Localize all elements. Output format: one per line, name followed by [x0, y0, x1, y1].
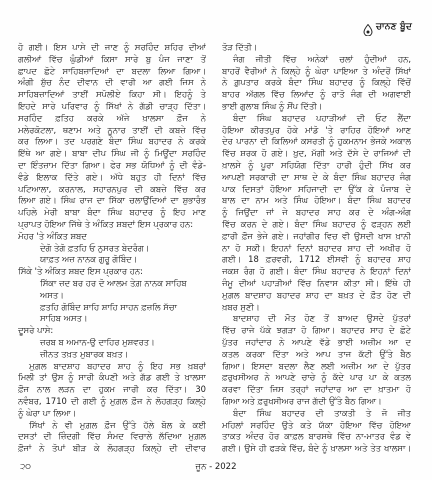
text-line: ਮਿਲੀ ਤਾਂ ਉਸ ਨੂੰ ਸਾਰੀ ਕੰਪਣੀ ਅਤੇ ਗੱਡ ਗਈ ਤੇ ਖ਼ਾਲਸਾ: [18, 372, 206, 383]
text-line: ਬਾਹਰੋਂ ਵੈਰੀਆਂ ਨੇ ਕਿਲ੍ਹੇ ਨੂੰ ਘੇਰਾ ਪਾਇਆ ਤੇ ਅੰਦਰੋਂ ਸਿੱਖਾਂ: [222, 65, 411, 76]
text-line: ਬੰਦਾ ਸਿੰਘ ਬਹਾਦਰ ਪਹਾੜੀਆਂ ਦੀ ਓਟ ਲੈਂਦਾ: [233, 112, 411, 123]
text-line: ਗਲੀਆਂ ਵਿੱਚ ਘੁੰਡੀਆਂ ਕਿਸਾ ਸਾਰੇ ਬੁ ਪੰਜ ਜਾਣਾ ਤੋਂ: [18, 53, 206, 64]
text-line: ਕਤਲ ਕਰਕਾ ਦਿੱਤਾ ਅਤੇ ਆਪ ਤਾਜ ਕੱਟੀ ਉੱਤੇ ਬੈਠ: [222, 348, 411, 359]
paragraph-block: [222, 408, 411, 455]
continuation-block: [18, 42, 206, 231]
text-line: ਗਿਆ। ਇਸਦਾ ਬਦਲਾ ਲੈਣ ਲਈ ਅਜ਼ੀਮ ਆ ਦੇ ਪੁੱਤਰ: [222, 360, 411, 371]
text-line: ਭਾਈ ਗੁਲਾਬ ਸਿੰਘ ਨੂੰ ਸੌਂਪ ਦਿੱਤੀ।: [222, 100, 323, 111]
text-line: ਪਟਿਆਲਾ, ਕਰਨਾਲ, ਸਹਾਰਨਪੁਰ ਦੀ ਕਬਜ਼ੇ ਵਿੱਚ ਕਰ: [18, 183, 206, 194]
text-line: ਬਾਲ ਦਾ ਨਾਮ ਅਤੇ ਸਿੰਘ ਹੋਇਆ। ਬੰਦਾ ਸਿੰਘ ਬਹਾਦਰ: [222, 195, 411, 206]
text-line: ਦੂਸਰੇ ਪਾਸੇ:: [18, 325, 54, 336]
text-line: ਨੂੰ ਘੇਰਾ ਪਾ ਲਿਆ।: [18, 407, 77, 418]
text-line: ਫ਼ਾਰੀ ਫ਼ੌਜ ਭੇਜੇ ਗਏ। ਜਹਾਂਗੀਰ ਵਿਚ ਵੀ ਉਸਦੀ ਖਾਸ ਖ਼ਾਨੀ: [222, 230, 411, 241]
label-block: [18, 231, 206, 243]
text-line: ਯਾਫ਼ਤ ਅਜ਼ ਨਾਨਕ ਗੁਰੂ ਗੋਬਿੰਦ।: [40, 254, 138, 265]
text-line: ਅੰਗੀ ਸ਼ੁੱਚ ਨੰਦ ਦੀਵਾਨ ਦੀ ਵਾਰੀ ਆ ਗਈ ਜਿਸ ਨੇ: [18, 77, 206, 88]
text-line: ਕਰਵਾ ਦਿੱਤਾ ਜਿਸ ਤਰ੍ਹਾਂ ਜਹਾਂਦਾਰ ਆ ਦਾ ਖ਼ਾਤਮਾ ਹੋ: [222, 384, 411, 395]
text-line: ਵਿੱਚ ਸ਼ਰਕ ਹੋ ਗਏ। ਖ਼ੁਦ, ਮੱਗੀ ਅਤੇ ਦੱਸੇ ਦੇ ਰਾਜਿਆਂ ਦੀ: [222, 148, 411, 159]
verse-block: [18, 243, 206, 267]
text-line: ਤਾਕਤ ਅੰਦਰ ਹੋਰ ਕਾਫ਼ਲ ਬਾਰਸਥੇ ਵਿੱਚ ਨਾ-ਮਾਤਰ ਵੰਡ ਵੇ: [222, 431, 411, 442]
text-line: ਜੰਮੂ ਦੀਆਂ ਪਹਾੜੀਆਂ ਵਿੱਚ ਨਿਵਾਸ ਕੀਤਾ ਸੀ। ਇੱਥੇ ਹੀ: [222, 277, 411, 288]
paragraph-block: [222, 113, 411, 314]
text-line: ਨਵੰਬਰ, 1710 ਦੀ ਗਈ ਨੂੰ ਮੁਗ਼ਲ ਫ਼ੌਜ ਨੇ ਲੋਹਗੜ੍ਹ ਕਿਲ੍ਹੇ: [18, 395, 206, 406]
text-line: ਬਾਦਸ਼ਾਹ ਦੀ ਮੌਤ ਹੋਣ ਤੋਂ ਬਾਅਦ ਉਸਦੇ ਪੁੱਤਰਾਂ: [233, 313, 411, 324]
text-line: ਦੇਰ ਪਾਰਨਾ ਦੀ ਕਿਲਿਆਂ ਕਸਰਤੀ ਨੂੰ ਹੁਕਮਨਾਮ ਭੇਜਕੇ ਅਕਾਲ: [222, 136, 411, 147]
text-line: ਬੰਦਾ ਸਿੰਘ ਬਹਾਦਰ ਦੀ ਤਾਕਤੀ ਤੇ ਜੋ ਜੀਤ: [233, 407, 411, 418]
paragraph-block: [18, 420, 206, 455]
text-line: ਮਹਿਲਾਂ ਸਰਹਿੰਦ ਉਤੇ ਕਤੇ ਯੱਕਾ ਹੋਇਆ ਵਿੱਚ ਹੋਇਆ: [222, 419, 411, 430]
text-line: ਸਿੱਖਾਂ ਨੇ ਵੀ ਮੁਗ਼ਲ ਫ਼ੌਜ ਉੱਤੇ ਹੱਲੇ ਬੋਲ ਕੇ ਕਈ: [29, 419, 206, 430]
page-footer: [0, 461, 432, 473]
section-title: ਚਾਨਣ ਬੂੰਦ: [375, 22, 412, 32]
text-line: ਸਰਹਿੰਦ ਫ਼ਤਿਹ ਕਰਕੇ ਅੱਜੇ ਖ਼ਾਲਸਾ ਫ਼ੌਜ ਨੇ: [18, 112, 206, 123]
text-line: ਫ਼ਰੁਖਸੀਅਰ ਨੇ ਆਪਣੇ ਚਾਚੇ ਨੂੰ ਕੱਦੇ ਪਾਰ ਪਾ ਕੇ ਕਤਲ: [222, 372, 411, 383]
paragraph-block: [222, 313, 411, 407]
text-line: ਜ਼ੀਨਤ ਤਖ਼ਤ ਮੁਬਾਰਕ ਬਖ਼ਤ।: [40, 348, 129, 359]
page-number: ੨੦: [20, 462, 31, 472]
text-line: ਪੁੱਤਰ ਜਹਾਂਦਾਰ ਨੇ ਆਪਣੇ ਵੱਡੇ ਭਾਈ ਅਜ਼ੀਮ ਆ ਦ: [222, 336, 411, 347]
text-line: ਗਈ। 18 ਫ਼ਰਵਰੀ, 1712 ਈਸਵੀ ਨੂੰ ਬਹਾਦਰ ਸ਼ਾਹ: [222, 254, 411, 265]
text-line: ਹੋ ਗਈ। ਇਸ ਪਾਸੇ ਦੀ ਜਾਣ ਨੂੰ ਸਰਹਿੰਦ ਸ਼ਹਿਰ ਦੀਆਂ: [18, 42, 206, 52]
text-line: ਆਪਣੀ ਸਰਕਾਰੀ ਦਾ ਸਾਥ ਦੇ ਕੇ ਬੰਦਾ ਸਿੰਘ ਬਹਾਦਰ ਜੰਗ: [222, 171, 411, 182]
text-line: ਜਕਸ਼ ਰੰਗ ਹੋ ਗਈ। ਬੰਦਾ ਸਿੰਘ ਬਹਾਦਰ ਨੇ ਇਹਨਾਂ ਦਿਨਾਂ: [222, 266, 411, 277]
text-line: ਤੋੜ ਦਿੱਤੀ।: [222, 42, 258, 52]
right-column: [222, 42, 411, 455]
text-line: ਦਾ ਇੰਤਜ਼ਾਮ ਦਿੱਤਾ ਗਿਆ। ਫੇਰ ਸਭ ਯੋਧਿਆਂ ਨੂੰ ਦੀ ਵੰਡੇ-: [18, 159, 206, 170]
text-line: ਖ਼ਾਲਸੇ ਨੂੰ ਪੂਰਾ ਸਹਿਯੋਗ ਦਿੱਤਾ ਹਾਰੀ ਹੁੰਦੀ ਸਿੱਖ ਕਰ: [222, 159, 411, 170]
issue-date: ਜੂਨ - 2022: [195, 462, 237, 472]
text-line: ਵਿੱਚ ਰਾਜੇ ਪੱਕੇ ਝਗੜਾ ਹੋ ਗਿਆ। ਬਹਾਦਰ ਸਾਹ ਦੇ ਛੋਟੇ: [222, 325, 411, 336]
running-header: [363, 20, 412, 34]
text-line: ਦਸਤਾਂ ਦੀ ਜ਼ਿੰਦਗੀ ਵਿੱਚ ਸੰਮਦ ਵਿਚਾਲੇ ਲੱਦਿਆ ਮੁਗ਼ਲ: [18, 431, 206, 442]
text-line: ਪਹਿਲੇ ਮੇਰੀ ਬਾਬਾ ਬੰਦਾ ਸਿੰਘ ਬਹਾਦਰ ਨੂੰ ਇਹ ਮਾਣ: [18, 207, 206, 218]
left-column: [18, 42, 206, 455]
text-line: ਨੂੰ ਜਿਉਂਦਾ ਜਾਂ ਜੇ ਬਹਾਦਰ ਸਾਹ ਕਰ ਦੇ ਅੰਗ-ਅੰਗ: [222, 207, 411, 218]
text-line: ਹੋਇਆ ਕੀਰਤਪੁਰ ਹੋਕੇ ਮਾਂਡੋ 'ਤੇ ਰਾਹਿਰ ਹੋਇਆਂ ਆਣ: [222, 124, 411, 135]
text-line: ਸਿੱਕਾ ਜ਼ਦ ਬਰ ਹਰ ਦੋ ਆਲਮ ਤੇਗ਼ ਨਾਨਕ ਸਾਹਿਬ: [40, 277, 187, 288]
text-line: ਲਿਆ ਗਏ। ਸਿੰਘ ਰਾਜ ਦਾ ਸਿੱਕਾ ਚਲਾਉਂਦਿਆਂ ਦਾ ਸ਼ੁਭਾਰੰਭ: [18, 195, 206, 206]
text-line: ਫ਼ਤਹਿ ਗੋਬਿੰਦ ਸ਼ਾਹਿ ਸ਼ਾਹਿ ਸਾਹਨ ਫ਼ਜ਼ਲਿ ਸੱਚਾ: [40, 301, 177, 312]
paragraph-block: [18, 361, 206, 420]
text-line: ਇਹਦੇ ਸਾਰੇ ਪਰਿਵਾਰ ਨੂੰ ਸਿੱਖਾਂ ਨੇ ਗੱਡੀ ਚਾੜ੍ਹ ਦਿੱਤਾ।: [18, 100, 206, 111]
text-line: ਨੇ ਗ਼ੁਪਤਾਰ ਕਰਕੇ ਬੰਦਾ ਸਿੰਘ ਬਹਾਦਰ ਨੂੰ ਕਿਲ੍ਹੇ ਵਿੱਚੋਂ: [222, 77, 411, 88]
text-line: ਨਾ ਹੋ ਸਕੀ। ਇਹਨਾਂ ਦਿਨਾਂ ਬਹਾਦਰ ਸ਼ਾਹ ਦੀ ਅਖੀਰ ਹੋ: [222, 242, 411, 253]
text-line: ਮੋਹਰ 'ਤੇ ਅੰਕਿਤ ਸ਼ਬਦ: [18, 230, 87, 241]
text-line: ਮੁਗ਼ਲ ਬਾਦਸ਼ਾਹ ਬਹਾਦਰ ਸ਼ਾਹ ਦਾ ਬਖ਼ਤ ਦੇ ਫ਼ੌਤ ਹੋਣ ਦੀ: [222, 289, 411, 300]
text-line: ਫ਼ੌਜ ਨਾਲ ਲੜਨ ਦਾ ਹੁਕਮ ਜਾਰੀ ਕਰ ਦਿੱਤਾ। 30: [18, 384, 206, 395]
text-line: ਮੁਗ਼ਲ ਬਾਦਸ਼ਾਹ ਬਹਾਦਰ ਸ਼ਾਹ ਨੂੰ ਇਹ ਸਭ ਖ਼ਬਰਾਂ: [29, 360, 206, 371]
label-block: [18, 266, 206, 278]
text-line: ਕਰ ਲਿਆ। ਤਦ ਪਰਗਣੇ ਬੰਦਾ ਸਿੰਘ ਬਹਾਦਰ ਨੇ ਕਰਕੇ: [18, 136, 206, 147]
text-line: ਪਾਕ ਦਿਸਤਾਂ ਹੋਇਆ ਸਹਿਜਾਦੀ ਦਾ ਉੱਕ ਕੇ ਪੰਜਾਬ ਦੇ: [222, 183, 411, 194]
text-line: ਪ੍ਰਾਪਤ ਹੋਇਆ ਜਿੱਥੇ ਤੇ ਅੰਕਿਤ ਸ਼ਬਦਾਂ ਇਸ ਪ੍ਰਕਾਰ ਹਨ:: [18, 218, 194, 229]
text-line: ਵਿੱਚ ਕਰਨ ਦੇ ਗਏ। ਬੰਦਾ ਸਿੰਘ ਬਹਾਦਰ ਨੂੰ ਫੜ੍ਹਨ ਲਈ: [222, 218, 411, 229]
text-line: ਮਲੇਰਕੋਟਲਾ, ਥਣਾਮ ਅਤੇ ਨੂਨਾਰ ਤਾਈਂ ਦੀ ਕਬਜ਼ੇ ਵਿੱਚ: [18, 124, 206, 135]
text-line: ਗਈ। ਉਸੇ ਹੀ ਫੜਕੇ ਵਿੱਚ, ਬੰਦੇ ਨੂੰ ਖ਼ਾਲਸਾ ਅਤੇ ਤੇਤ ਖਾਲਸਾ।: [222, 443, 411, 454]
text-line: ਜ਼ਰਬ ਬ ਅਮਾਨ-ਉ ਦਾਹਿਰ ਮੁਸ਼ਵਰਤ।: [40, 336, 155, 347]
text-line: ਦੇਗੋ ਤੇਗੋ ਫ਼ਤਹਿ ਓ ਨੁਸਰਤ ਬੇਦਰੰਗ।: [40, 242, 150, 253]
text-line: ਜੰਗ ਜੀਤੀ ਵਿੱਚ ਅਨੇਕਾਂ ਚਲਾਂ ਹੁੰਦੀਆਂ ਹਨ,: [233, 53, 411, 64]
text-line: ਖ਼ਬਰ ਸੁਣੀ।: [222, 301, 260, 312]
text-line: ਅਸਤ।: [40, 289, 64, 300]
text-line: ਗਿਆ ਅਤੇ ਫ਼ਰੁਖਸੀਅਰ ਰਾਜ ਗੱਦੀ ਉੱਤੇ ਬੈਠ ਗਿਆ।: [222, 395, 382, 406]
text-line: ਬਾਹਰ ਅੱਗਲ ਵਿੱਚ ਲਿਆਂਦ ਨੂੰ ਰਾਤੋ ਜੰਗ ਦੀ ਅਗਵਾਈ: [222, 89, 411, 100]
text-line: ਸਿੱਕੇ 'ਤੇ ਅੰਕਿਤ ਸ਼ਬਦ ਇਸ ਪ੍ਰਕਾਰ ਹਨ:: [18, 266, 143, 277]
verse-block: [18, 278, 206, 325]
text-line: ਫ਼ੌਜਾਂ ਨੇ ਤੋਪਾਂ ਬੀੜ ਕੇ ਲੋਹਗੜ੍ਹ ਕਿਲ੍ਹੇ ਦੀ ਦੀਵਾਰ: [18, 443, 206, 454]
text-line: ਸਾਹਿਬਜ਼ਾਦਿਆਂ ਤਾਈਂ ਸਪੋਲੀਏ ਕਿਹਾ ਸੀ। ਇਹਨੂੰ ਤੇ: [18, 89, 206, 100]
drop-icon: [363, 21, 373, 33]
text-line: ਵੰਡੇ ਇਲਾਕ ਦਿੱਤੇ ਗਏ। ਅੱਧੇ ਬਹੁਤ ਹੀ ਦਿਨਾਂ ਵਿੱਚ: [18, 171, 206, 182]
text-line: ਸਾਹਿਬ ਅਸਤ।: [40, 313, 88, 324]
text-line: ਇੱਥੇ ਆ ਗਏ। ਬਾਬਾ ਦੀਪ ਸਿੰਘ ਜੀ ਨੂੰ ਮਿਊਂਦਾ ਸਰਹਿੰਦ: [18, 148, 206, 159]
paragraph-block: [222, 54, 411, 113]
label-block: [18, 325, 206, 337]
text-line: ਛਾਪਦ ਛੋਟੇ ਸਾਹਿਬਜ਼ਾਦਿਆਂ ਦਾ ਬਦਲਾ ਲਿਆ ਗਿਆ।: [18, 65, 206, 76]
continuation-block: [222, 42, 411, 54]
verse-block: [18, 337, 206, 361]
